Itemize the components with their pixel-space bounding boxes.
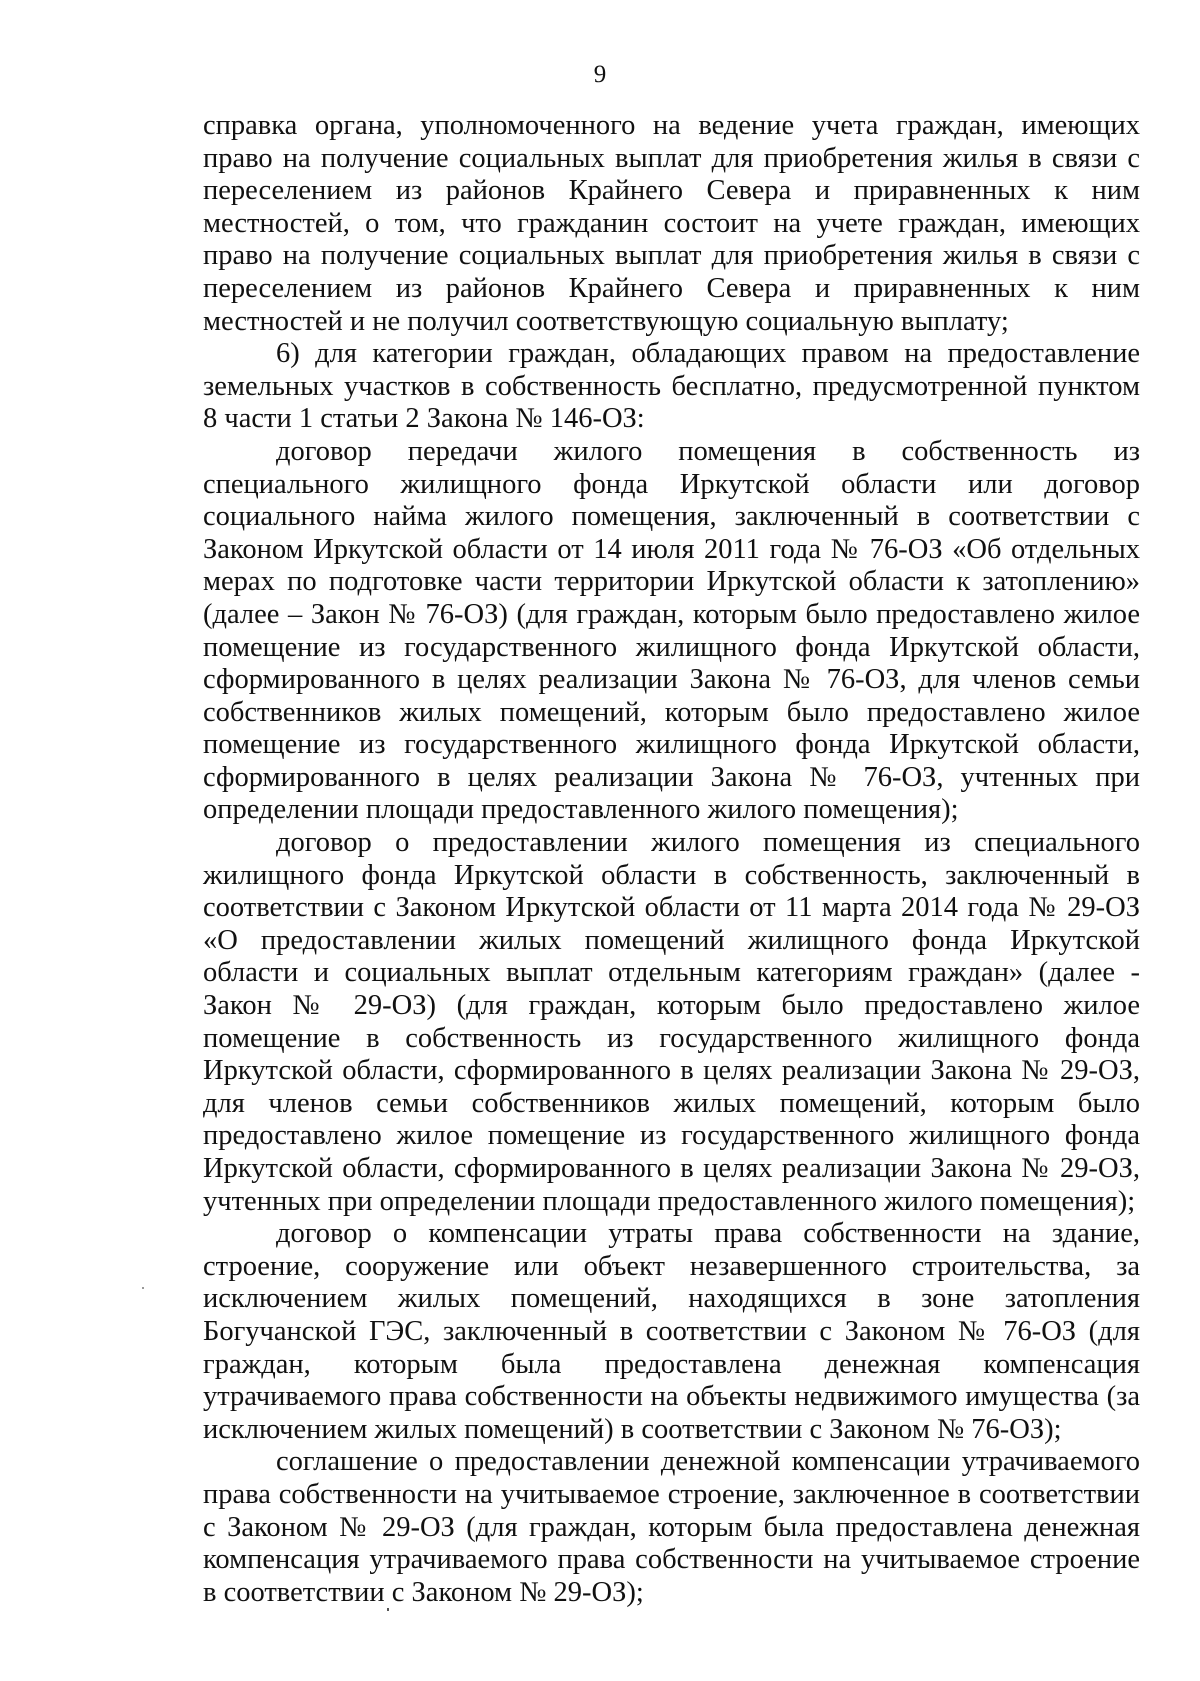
paragraph-housing-agreement: договор о предоставлении жилого помещения из специального жилищного фонда Иркутской области в собственность, заключенный в соответствии с Законом Иркутской области от 11 марта 2014 года № 29-ОЗ «О предоставлении жилых помещений жилищного фонда Иркутской области и социальных выплат отдельным категориям граждан» (далее - Закон № 29-ОЗ) (для граждан, которым было предоставлено жилое помещение в собственность из государственного жилищного фонда Иркутской области, сформированного в целях реализации Закона № 29-ОЗ, для членов семьи собственников жилых помещений, которым было предоставлено жилое помещение из государственного жилищного фонда Иркутской области, сформированного в целях реализации Закона № 29-ОЗ, учтенных при определении площади предоставленного жилого помещения); <box>203 827 1140 1217</box>
scan-speck <box>142 1287 144 1289</box>
paragraph-compensation-settlement: соглашение о предоставлении денежной компенсации утрачиваемого права собственности на учитываемое строение, заключенное в соответствии с Законом № 29-ОЗ (для граждан, которым была предоставлена денежная компенсация утрачиваемого права собственности на учитываемое строение в соответствии с Законом № 29-ОЗ); <box>203 1446 1140 1608</box>
paragraph-transfer-agreement: договор передачи жилого помещения в собственность из специального жилищного фонда Иркутской области или договор социального найма жилого помещения, заключенный в соответствии с Законом Иркутской области от 14 июля 2011 года № 76-ОЗ «Об отдельных мерах по подготовке части территории Иркутской области к затоплению» (далее – Закон № 76-ОЗ) (для граждан, которым было предоставлено жилое помещение из государственного жилищного фонда Иркутской области, сформированного в целях реализации Закона № 76-ОЗ, для членов семьи собственников жилых помещений, которым было предоставлено жилое помещение из государственного жилищного фонда Иркутской области, сформированного в целях реализации Закона № 76-ОЗ, учтенных при определении площади предоставленного жилого помещения); <box>203 435 1140 826</box>
document-body <box>203 110 1140 1609</box>
paragraph-certificate: справка органа, уполномоченного на ведение учета граждан, имеющих право на получение социальных выплат для приобретения жилья в связи с переселением из районов Крайнего Севера и приравненных к ним местностей, о том, что гражданин состоит на учете граждан, имеющих право на получение социальных выплат для приобретения жилья в связи с переселением из районов Крайнего Севера и приравненных к ним местностей и не получил соответствующую социальную выплату; <box>203 110 1140 337</box>
page-number: 9 <box>593 61 607 88</box>
paragraph-compensation-agreement: договор о компенсации утраты права собственности на здание, строение, сооружение или объект незавершенного строительства, за исключением жилых помещений, находящихся в зоне затопления Богучанской ГЭС, заключенный в соответствии с Законом № 76-ОЗ (для граждан, которым была предоставлена денежная компенсация утрачиваемого права собственности на объекты недвижимого имущества (за исключением жилых помещений) в соответствии с Законом № 76-ОЗ); <box>203 1218 1140 1445</box>
paragraph-item-6: 6) для категории граждан, обладающих правом на предоставление земельных участков в собственность бесплатно, предусмотренной пунктом 8 части 1 статьи 2 Закона № 146-ОЗ: <box>203 338 1140 435</box>
scan-speck <box>387 1608 389 1611</box>
